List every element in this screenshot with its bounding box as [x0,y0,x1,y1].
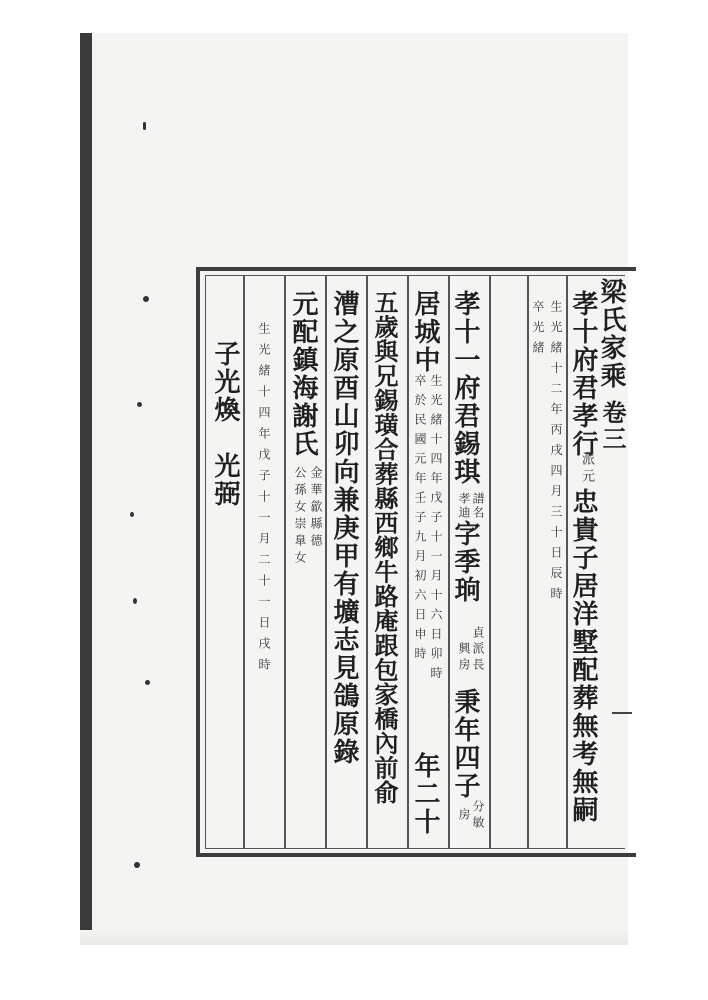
entry-death-xiao10: 卒光緒 [531,300,545,362]
entry-spouse-note-1: 金華歙縣德 [309,466,323,551]
entry-age: 年二十 [410,752,440,836]
column-rule [527,276,529,848]
entry-note-puming: 譜名 [471,492,485,520]
entry-title-xiao10: 孝十府君孝行 [568,290,598,458]
entry-note-pai: 派元 [579,452,594,486]
entry-spouse: 元配鎮海謝氏 [288,290,318,458]
entry-spouse-birth: 生光緒十四年戊子十一月二十一日戌時 [257,322,271,679]
column-rule [284,276,286,848]
entry-death-xiao11: 卒於民國元年壬子九月初六日申時 [413,374,427,667]
column-rule [489,276,491,848]
entry-title-xiao11: 孝十一府君錫琪 [450,290,480,486]
column-rule [243,276,245,848]
entry-text-xiao10: 忠貴子居洋墅配葬無考無嗣 [568,488,598,824]
ink-speck [137,402,142,407]
entry-burial-1: 五歲與兄錫璜合葬縣西鄉牛路庵跟包家橋內前俞 [370,290,399,805]
entry-spouse-note-2: 公孫女崇臯女 [293,466,307,568]
column-rule [366,276,368,848]
entry-burial-2: 漕之原酉山卯向兼庚甲有壙志見鴿原錄 [329,290,359,766]
entry-note-zhenpai: 貞派長 [471,626,485,674]
header-volume: 卷三 [598,400,627,452]
entry-note-xingfang: 興房 [457,642,471,674]
header-title: 梁氏家乘 [596,278,626,390]
ink-speck [133,598,137,604]
entry-note-fang: 房 [457,808,471,829]
ink-speck [143,122,146,130]
entry-zi: 字季珦 [450,520,480,604]
column-rule [325,276,327,848]
entry-note-xiaodi: 孝迪 [457,492,471,520]
ink-speck [145,680,150,685]
entry-birth-xiao10: 生光緒十二年丙戌四月三十日辰時 [549,300,563,608]
ink-speck [130,512,134,517]
entry-note-fenmin: 分敏 [471,800,485,832]
ink-speck [143,296,149,302]
page-bottom-edge [80,930,628,945]
entry-birth-xiao11: 生光緒十四年戊子十一月十六日卯時 [429,374,443,686]
column-rule [407,276,409,848]
entry-text-bingnian: 秉年四子 [450,688,480,800]
frame-tail-line [612,712,632,714]
entry-sons: 子光煥 光弼 [210,340,240,508]
ink-speck [134,862,140,868]
entry-residence: 居城中 [410,290,440,374]
binding-edge [80,33,92,945]
